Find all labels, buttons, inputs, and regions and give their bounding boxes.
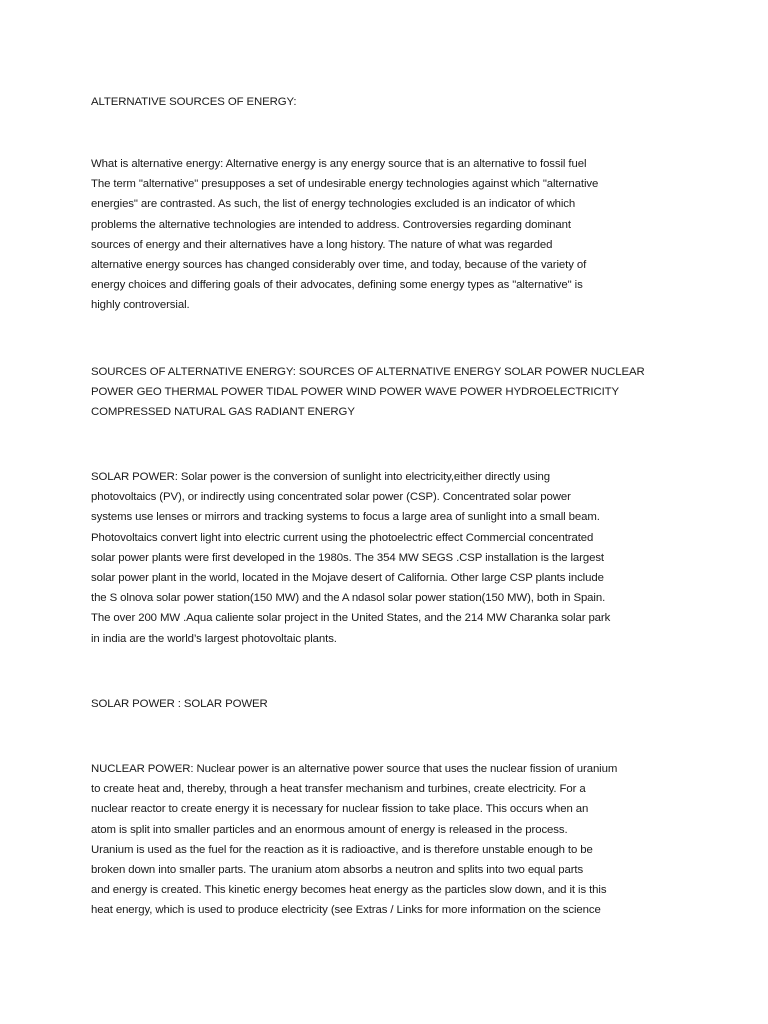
text-line: Uranium is used as the fuel for the reaction as it is radioactive, and is therefore unstable enough to be [91,843,593,856]
text-line: What is alternative energy: Alternative energy is any energy source that is an alternative to fossil fuel [91,158,587,170]
text-line: photovoltaics (PV), or indirectly using concentrated solar power (CSP). Concentrated solar power [91,491,571,504]
text-line: broken down into smaller parts. The uranium atom absorbs a neutron and splits into two equal parts [91,863,584,876]
text-line: The over 200 MW .Aqua caliente solar project in the United States, and the 214 MW Charanka solar park [91,612,611,625]
text-line: problems the alternative technologies are intended to address. Controversies regarding dominant [91,218,571,231]
text-line: Photovoltaics convert light into electric current using the photoelectric effect Commercial concentrated [91,531,594,544]
paragraph-nuclear-power [91,759,691,921]
paragraph-solar-power [91,467,691,649]
text-line: NUCLEAR POWER: Nuclear power is an alternative power source that uses the nuclear fission of uranium [91,763,618,775]
text-line: to create heat and, thereby, through a heat transfer mechanism and turbines, create electricity. For a [91,783,586,796]
text-line: systems use lenses or mirrors and tracking systems to focus a large area of sunlight into a small beam. [91,511,600,524]
text-line: energies" are contrasted. As such, the list of energy technologies excluded is an indicator of which [91,198,576,211]
text-line: SOLAR POWER: Solar power is the conversion of sunlight into electricity,either directly using [91,471,550,483]
document-title [91,92,691,112]
text-line: The term "alternative" presupposes a set of undesirable energy technologies against which "alternative [91,178,599,191]
text-line: atom is split into smaller particles and an enormous amount of energy is released in the process. [91,823,568,836]
paragraph-sources-list [91,362,691,423]
text-line: SOURCES OF ALTERNATIVE ENERGY: SOURCES OF ALTERNATIVE ENERGY SOLAR POWER NUCLEAR [91,366,645,378]
text-line: POWER GEO THERMAL POWER TIDAL POWER WIND POWER WAVE POWER HYDROELECTRICITY [91,386,620,399]
text-line: nuclear reactor to create energy it is necessary for nuclear fission to take place. This occurs when an [91,803,589,816]
title-line: ALTERNATIVE SOURCES OF ENERGY: [91,96,297,108]
text-line: in india are the world’s largest photovoltaic plants. [91,632,337,645]
text-line: energy choices and differing goals of their advocates, defining some energy types as "alternative" is [91,279,583,292]
text-line: COMPRESSED NATURAL GAS RADIANT ENERGY [91,406,355,419]
text-line: the S olnova solar power station(150 MW) and the A ndasol solar power station(150 MW), both in Spain. [91,592,606,605]
text-line: sources of energy and their alternatives have a long history. The nature of what was regarded [91,238,553,251]
text-line: SOLAR POWER : SOLAR POWER [91,698,268,710]
text-line: solar power plant in the world, located in the Mojave desert of California. Other large CSP plants include [91,571,604,584]
text-line: solar power plants were first developed in the 1980s. The 354 MW SEGS .CSP installation is the largest [91,551,604,564]
text-line: highly controversial. [91,299,190,312]
text-line: alternative energy sources has changed considerably over time, and today, because of the variety of [91,258,587,271]
paragraph-solar-power-heading [91,694,691,714]
paragraph-what-is-alternative-energy [91,154,691,316]
text-line: heat energy, which is used to produce electricity (see Extras / Links for more information on the science [91,904,601,917]
text-line: and energy is created. This kinetic energy becomes heat energy as the particles slow down, and it is this [91,884,607,897]
